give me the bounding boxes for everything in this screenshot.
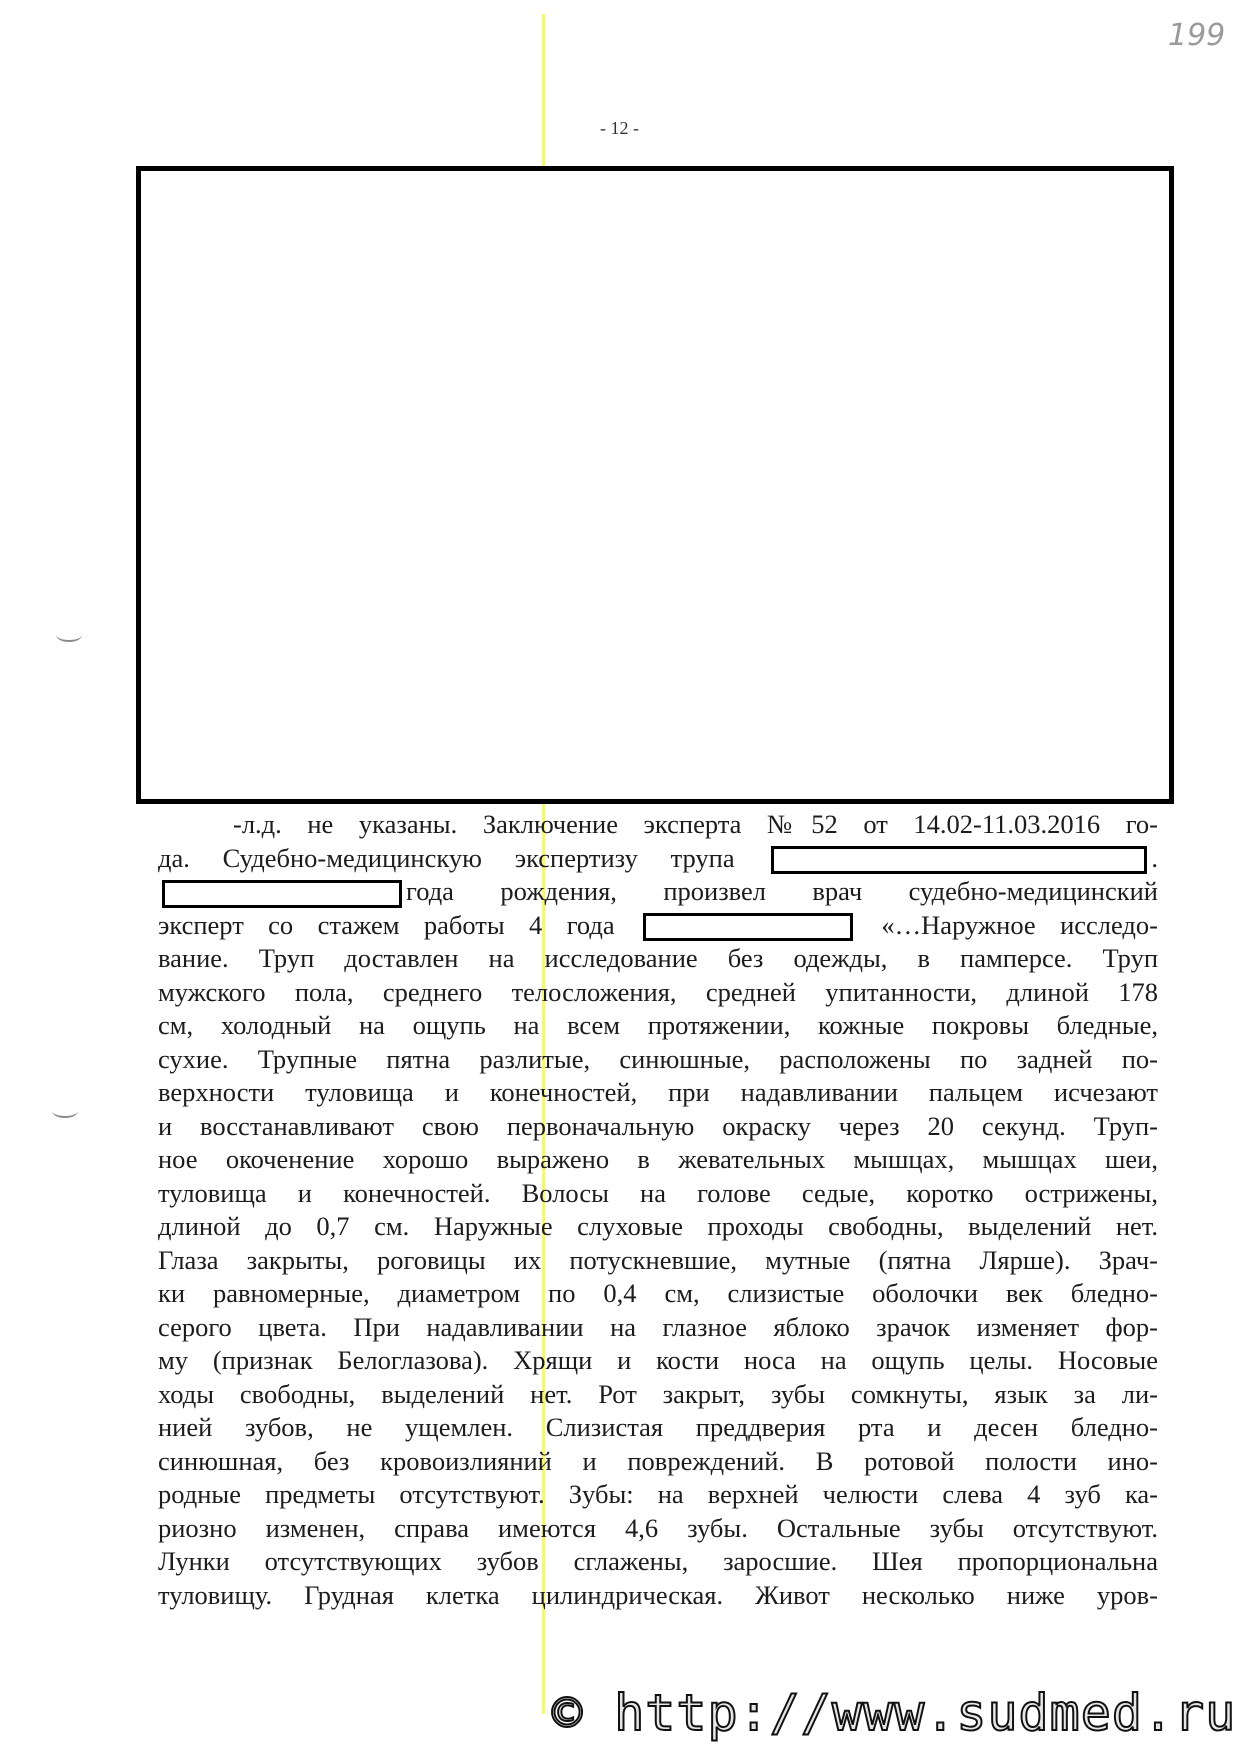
text-line bbox=[158, 1009, 1158, 1043]
text-fragment: -л.д. не указаны. Заключение эксперта №52 от 14.02-11.03.2016 го- bbox=[233, 809, 1158, 839]
watermark: © http://www.sudmed.ru bbox=[552, 1684, 1237, 1742]
text-line bbox=[158, 1445, 1158, 1479]
text-fragment: серого цвета. При надавливании на глазное яблоко зрачок изменяет фор- bbox=[158, 1311, 1158, 1342]
text-fragment: нией зубов, не ущемлен. Слизистая преддверия рта и десен бледно- bbox=[158, 1412, 1158, 1442]
text-line bbox=[158, 842, 1158, 876]
text-fragment: вание. Труп доставлен на исследование без одежды, в памперсе. Труп bbox=[158, 943, 1158, 973]
redacted-area bbox=[136, 166, 1174, 804]
text-fragment: Глаза закрыты, роговицы их потускневшие, мутные (пятна Лярше). Зрач- bbox=[158, 1244, 1158, 1275]
text-fragment: мужского пола, среднего телосложения, средней упитанности, длиной 178 bbox=[158, 976, 1158, 1007]
text-line bbox=[158, 875, 1158, 909]
text-line bbox=[158, 1478, 1158, 1512]
body-text bbox=[158, 808, 1158, 1612]
text-line bbox=[158, 1177, 1158, 1211]
scan-artifact bbox=[56, 628, 82, 642]
text-fragment: и восстанавливают свою первоначальную окраску через 20 секунд. Труп- bbox=[158, 1110, 1158, 1141]
text-fragment: сухие. Трупные пятна разлитые, синюшные, расположены по задней по- bbox=[158, 1043, 1158, 1074]
text-fragment: родные предметы отсутствуют. Зубы: на верхней челюсти слева 4 зуб ка- bbox=[158, 1479, 1158, 1509]
redaction-box bbox=[643, 913, 853, 941]
text-line bbox=[158, 1244, 1158, 1278]
text-fragment: да. Судебно-медицинскую экспертизу трупа bbox=[158, 842, 768, 873]
text-fragment: туловищу. Грудная клетка цилиндрическая. Живот несколько ниже уров- bbox=[158, 1579, 1158, 1610]
scan-artifact bbox=[52, 1104, 78, 1118]
redaction-box bbox=[162, 880, 402, 908]
text-line bbox=[158, 976, 1158, 1010]
text-line bbox=[158, 1378, 1158, 1412]
text-fragment: «…Наружное исследо- bbox=[857, 909, 1158, 940]
text-fragment: длиной до 0,7 см. Наружные слуховые проходы свободны, выделений нет. bbox=[158, 1211, 1158, 1241]
text-line bbox=[158, 942, 1158, 976]
text-fragment: см, холодный на ощупь на всем протяжении, кожные покровы бледные, bbox=[158, 1010, 1158, 1040]
text-fragment: верхности туловища и конечностей, при надавливании пальцем исчезают bbox=[158, 1077, 1158, 1107]
text-line bbox=[158, 1110, 1158, 1144]
text-fragment: эксперт со стажем работы 4 года bbox=[158, 909, 640, 940]
text-line bbox=[158, 1210, 1158, 1244]
text-fragment: ки равномерные, диаметром по 0,4 см, слизистые оболочки век бледно- bbox=[158, 1278, 1158, 1308]
text-line bbox=[158, 1512, 1158, 1546]
text-line bbox=[158, 1143, 1158, 1177]
text-fragment: синюшная, без кровоизлияний и повреждений. В ротовой полости ино- bbox=[158, 1445, 1158, 1476]
text-fragment: Лунки отсутствующих зубов сглажены, заросшие. Шея пропорциональна bbox=[158, 1546, 1158, 1576]
text-fragment: . bbox=[1151, 842, 1158, 873]
text-line bbox=[158, 808, 1158, 842]
text-fragment: риозно изменен, справа имеются 4,6 зубы. Остальные зубы отсутствуют. bbox=[158, 1512, 1158, 1543]
text-line bbox=[158, 1344, 1158, 1378]
text-line bbox=[158, 1411, 1158, 1445]
text-line bbox=[158, 1311, 1158, 1345]
text-line bbox=[158, 909, 1158, 943]
text-fragment: туловища и конечностей. Волосы на голове седые, коротко острижены, bbox=[158, 1177, 1158, 1208]
text-fragment: му (признак Белоглазова). Хрящи и кости носа на ощупь целы. Носовые bbox=[158, 1345, 1158, 1375]
text-fragment: ное окоченение хорошо выражено в жевательных мышцах, мышцах шеи, bbox=[158, 1144, 1158, 1174]
text-fragment: года рождения, произвел врач судебно-медицинский bbox=[406, 876, 1158, 906]
redaction-box bbox=[771, 846, 1147, 874]
text-line bbox=[158, 1277, 1158, 1311]
text-line bbox=[158, 1076, 1158, 1110]
page-number: - 12 - bbox=[600, 118, 639, 138]
text-line bbox=[158, 1579, 1158, 1613]
text-fragment: ходы свободны, выделений нет. Рот закрыт, зубы сомкнуты, язык за ли- bbox=[158, 1378, 1158, 1409]
text-line bbox=[158, 1043, 1158, 1077]
text-line bbox=[158, 1545, 1158, 1579]
handwritten-page-mark: 199 bbox=[1168, 18, 1226, 53]
